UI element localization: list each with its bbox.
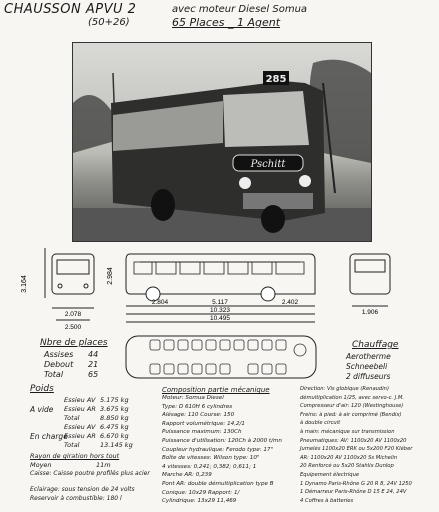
mecanique-line: Pont AR: double démultiplication type B (162, 481, 274, 487)
engine-note: avec moteur Diesel Somua (172, 4, 308, 15)
direction-line: à main: mécanique sur transmission (300, 429, 395, 435)
a-vide-item-label: Total (64, 414, 80, 422)
giration-label: Moyen (30, 461, 52, 469)
eclairage-note: Eclairage: sous tension de 24 volts (30, 486, 135, 493)
direction-line: Direction: Vis globique (Renaudin) (300, 386, 389, 392)
a-vide-item-label: Essieu AR (64, 405, 96, 413)
mecanique-title: Composition partie mécanique (162, 386, 270, 394)
direction-line: 1 Dynamo Paris-Rhône G 20 R 8, 24V 1250 (300, 480, 412, 487)
direction-line: 20 Renforcé ou 5x20 Stahlix Dunlop (300, 463, 394, 470)
direction-line: Compresseur d'air: 120 (Westinghouse) (300, 403, 404, 410)
mecanique-line: Moteur: Somua Diesel (162, 395, 224, 401)
poids-title: Poids (30, 384, 54, 394)
caisse-note: Caisse: Caisse poutre profilés plus acier (30, 470, 150, 477)
places-row-label: Total (44, 370, 64, 379)
places-row-label: Debout (44, 360, 74, 369)
height-2-label: 2.984 (107, 267, 114, 285)
direction-line: démultiplication 1/25, avec servo-c. J.M. (300, 394, 405, 401)
height-1-label: 3.164 (21, 275, 28, 293)
direction-line: à double circuit (300, 420, 341, 427)
giration-title: Rayon de giration hors tout (30, 452, 120, 460)
direction-line: AR: 1100x20 AV 1100x20 Ss Michelin (300, 454, 398, 461)
floor-plan (124, 334, 320, 382)
mecanique-line: 4 vitesses: 0,241; 0,382; 0,611; 1 (162, 463, 257, 470)
a-vide-item-value: 5.175 kg (100, 396, 129, 404)
giration-value: 11m (96, 461, 111, 469)
places-row-value: 21 (88, 360, 99, 369)
wheelbase-front-label: 2.804 (151, 299, 169, 306)
rear-track-label: 1.906 (361, 309, 379, 316)
model-subtitle: (50+26) (88, 17, 130, 28)
mecanique-line: Conique: 10x29 Rapport: 1/ (162, 489, 240, 496)
mecanique-line: Type: D 610H 6 cylindres (162, 403, 233, 410)
places-row-value: 44 (88, 350, 99, 359)
mecanique-line: Marche AR: 0,239 (162, 472, 212, 479)
en-charge-label: En charge (30, 432, 68, 441)
pschitt-sign: Pschitt (250, 159, 286, 170)
a-vide-item-label: Essieu AV (64, 396, 96, 404)
en-charge-item-value: 6.475 kg (100, 423, 129, 431)
a-vide-item-value: 3.675 kg (100, 405, 129, 413)
chauffage-title: Chauffage (352, 340, 399, 350)
mecanique-line: Coupleur hydraulique: Ferodo type: 17" (162, 446, 274, 453)
en-charge-item-label: Essieu AV (64, 423, 96, 431)
a-vide-label: A vide (30, 405, 54, 414)
en-charge-item-label: Essieu AR (64, 432, 96, 440)
direction-line: Equipement électrique (300, 472, 360, 478)
direction-line: 1 Démarreur Paris-Rhône D 15 E 24, 24V (300, 489, 407, 496)
model-title: CHAUSSON APVU 2 (4, 2, 137, 17)
capacity-note: 65 Places _ 1 Agent (172, 16, 281, 29)
front-width-label: 2.500 (64, 324, 82, 331)
en-charge-item-label: Total (64, 441, 80, 449)
mecanique-line: Puissance maximum: 130Ch (162, 429, 242, 436)
places-row-value: 65 (88, 370, 99, 379)
length-2-label: 10.495 (210, 315, 230, 322)
direction-line: Pneumatiques: AV: 1100x20 AV 1100x20 (300, 437, 407, 444)
bus-illustration (73, 43, 371, 241)
mecanique-line: Rapport volumétrique: 14,2/1 (162, 420, 245, 427)
direction-line: Freins: à pied: à air comprimé (Bendix) (300, 411, 402, 418)
wheelbase-mid-label: 5.117 (212, 299, 228, 306)
reservoir-note: Reservoir à combustible: 180 l (30, 495, 122, 502)
places-title: Nbre de places (40, 338, 108, 348)
mecanique-line: Puissance d'utilisation: 120Ch à 2000 t/mn (162, 438, 282, 444)
bus-photo (72, 42, 372, 242)
en-charge-item-value: 6.670 kg (100, 432, 129, 440)
places-row-label: Assises (44, 350, 74, 359)
track-front-label: 2.078 (64, 311, 82, 318)
chauffage-line: Aerotherme (346, 352, 391, 361)
chauffage-line: 2 diffuseurs (346, 372, 391, 381)
route-number: 285 (265, 74, 287, 85)
chauffage-line: Schneebeli (346, 362, 388, 371)
elevation-drawings (0, 236, 439, 336)
a-vide-item-value: 8.850 kg (100, 414, 129, 422)
direction-line: 4 Coffres à batteries (300, 497, 354, 504)
overhang-rear-label: 2.402 (281, 299, 299, 306)
mecanique-line: Boîte de vitesses: Wilson type: 10" (162, 455, 260, 462)
mecanique-line: Cylindrique: 13x29 11,469 (162, 498, 237, 505)
length-1-label: 10.323 (210, 307, 230, 314)
en-charge-item-value: 13.145 kg (100, 441, 133, 449)
direction-line: Jumelés 1100x20 ERK ou 5x200 F20 Kléber (300, 446, 413, 453)
mecanique-line: Alésage: 110 Course: 150 (162, 412, 235, 419)
